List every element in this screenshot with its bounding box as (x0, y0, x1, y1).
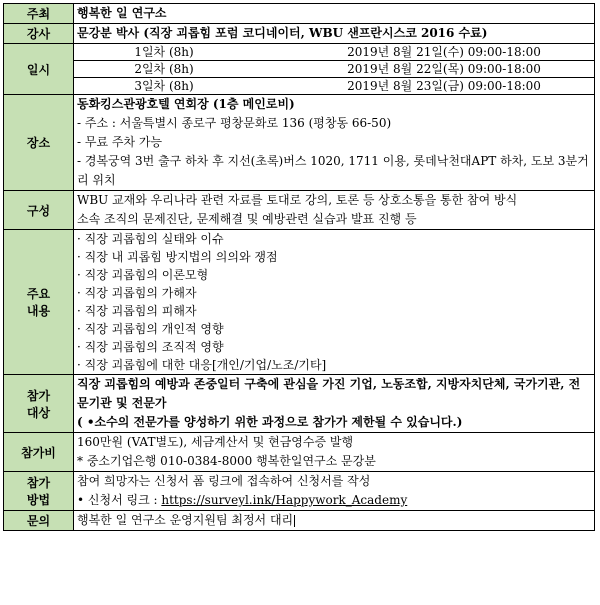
content-row (4, 230, 595, 375)
apply-label (4, 472, 74, 511)
lecturer-label: 강사 (4, 24, 74, 44)
venue-value (74, 95, 595, 191)
apply-link-prefix: • 신청서 링크 : (77, 493, 162, 507)
schedule-day-row (74, 78, 594, 95)
contact-value (74, 511, 595, 531)
fee-label: 참가비 (4, 433, 74, 472)
schedule-datetime: 2019년 8월 22일(목) 09:00-18:00 (254, 61, 594, 78)
schedule-day: 2일차 (8h) (74, 61, 254, 78)
host-row (4, 4, 595, 24)
schedule-label: 일시 (4, 44, 74, 95)
fee-line: 160만원 (VAT별도), 세금계산서 및 현금영수증 발행 (77, 435, 354, 449)
venue-address: - 주소 : 서울특별시 종로구 평창문화로 136 (평창동 66-50) (77, 116, 392, 130)
content-item: · 직장 괴롭힘의 실태와 이슈 (77, 232, 224, 246)
venue-label: 장소 (4, 95, 74, 191)
content-label-line: 내용 (26, 304, 51, 318)
audience-value (74, 375, 595, 433)
content-item: · 직장 괴롭힘의 가해자 (77, 286, 197, 300)
content-item: · 직장 괴롭힘의 피해자 (77, 304, 197, 318)
fee-value (74, 433, 595, 472)
apply-label-line: 참가 (26, 476, 51, 490)
schedule-value (74, 44, 595, 95)
text-cursor (294, 515, 295, 527)
content-item: · 직장 괴롭힘의 개인적 영향 (77, 322, 224, 336)
structure-label: 구성 (4, 191, 74, 230)
content-label-line: 주요 (26, 287, 51, 301)
apply-link-line (77, 491, 591, 510)
lecturer-value (74, 24, 595, 44)
schedule-day-row (74, 44, 594, 61)
lecturer-row (4, 24, 595, 44)
content-item: · 직장 괴롭힘에 대한 대응[개인/기업/노조/기타] (77, 358, 327, 372)
audience-label-line: 참가 (26, 388, 51, 403)
apply-label-line: 방법 (26, 493, 51, 507)
audience-label (4, 375, 74, 433)
structure-line: 소속 조직의 문제진단, 문제해결 및 예방관련 실습과 발표 진행 등 (77, 212, 417, 226)
contact-text: 행복한 일 연구소 운영지원팀 최정서 대리 (77, 513, 294, 527)
apply-instruction: 참여 희망자는 신청서 폼 링크에 접속하여 신청서를 작성 (77, 474, 371, 488)
venue-parking: - 무료 주차 가능 (77, 135, 163, 149)
content-item: · 직장 괴롭힘의 이론모형 (77, 268, 209, 282)
structure-line: WBU 교재와 우리나라 관련 자료를 토대로 강의, 토론 등 상호소통을 통한 참여 방식 (77, 193, 518, 207)
fee-account: * 중소기업은행 010-0384-8000 행복한일연구소 문강분 (77, 454, 376, 468)
host-label: 주최 (4, 4, 74, 24)
schedule-datetime: 2019년 8월 21일(수) 09:00-18:00 (254, 44, 594, 61)
audience-row (4, 375, 595, 433)
schedule-day: 3일차 (8h) (134, 79, 194, 93)
content-label (4, 230, 74, 375)
content-value (74, 230, 595, 375)
audience-label-line: 대상 (26, 405, 51, 420)
structure-value (74, 191, 595, 230)
apply-row (4, 472, 595, 511)
schedule-datetime: 2019년 8월 23일(금) 09:00-18:00 (347, 79, 541, 93)
course-info-table (3, 3, 595, 531)
audience-main: 직장 괴롭힘의 예방과 존중일터 구축에 관심을 가진 기업, 노동조합, 지방자치단체, 국가기관, 전문기관 및 전문가 (77, 377, 581, 410)
schedule-row (4, 44, 595, 95)
venue-directions: - 경복궁역 3번 출구 하차 후 지선(초록)버스 1020, 1711 이용, 롯데낙천대APT 하차, 도보 3분거리 위치 (77, 154, 589, 187)
fee-row (4, 433, 595, 472)
venue-row (4, 95, 595, 191)
contact-row (4, 511, 595, 531)
content-item: · 직장 괴롭힘의 조직적 영향 (77, 340, 224, 354)
lecturer-text: 문강분 박사 (직장 괴롭힘 포럼 코디네이터, WBU 샌프란시스코 2016 수료) (77, 26, 488, 40)
structure-row (4, 191, 595, 230)
host-value: 행복한 일 연구소 (74, 4, 595, 24)
audience-note: ( •소수의 전문가를 양성하기 위한 과정으로 참가가 제한될 수 있습니다.) (77, 415, 463, 429)
schedule-day: 1일차 (8h) (74, 44, 254, 61)
schedule-table (74, 44, 594, 94)
content-item: · 직장 내 괴롭힘 방지법의 의의와 쟁점 (77, 250, 278, 264)
contact-label: 문의 (4, 511, 74, 531)
schedule-day-row (74, 61, 594, 78)
application-form-link[interactable]: https://surveyl.ink/Happywork_Academy (161, 493, 408, 507)
venue-title: 동화킹스관광호텔 연회장 (1층 메인로비) (77, 97, 295, 111)
apply-value (74, 472, 595, 511)
